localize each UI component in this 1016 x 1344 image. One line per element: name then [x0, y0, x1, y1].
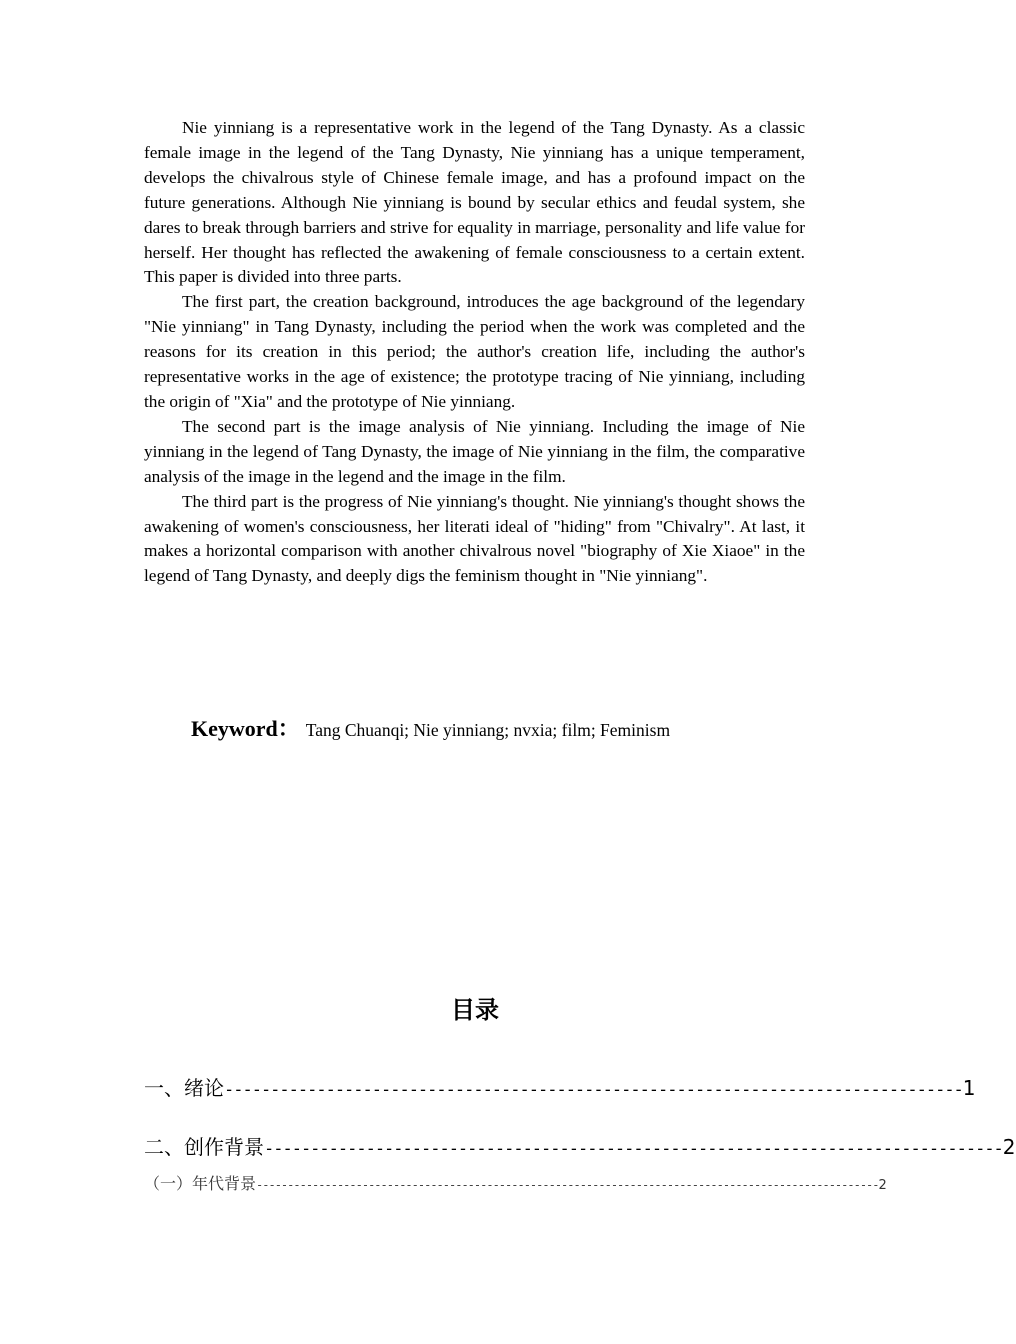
toc-entry-number: （一）	[144, 1174, 193, 1193]
toc-entry-page: 1	[962, 1076, 976, 1100]
abstract-body	[144, 116, 805, 589]
toc-entry[interactable]	[144, 1072, 976, 1101]
toc-subentry[interactable]	[144, 1171, 887, 1194]
toc-entry-label: 年代背景	[192, 1174, 257, 1193]
toc-dot-leader: --------------------------------------------------------------------------------	[264, 1139, 1003, 1159]
toc-title: 目录	[451, 996, 499, 1024]
toc-entry-label: 绪论	[184, 1076, 224, 1100]
keyword-line	[191, 712, 670, 743]
toc-dot-leader: --------------------------------------------------------------------------------	[224, 1080, 963, 1100]
abstract-paragraph-2: The first part, the creation background, introduces the age background of the legendary "Nie yinniang" in Tang Dynasty, including the period when the work was completed and the reasons for its creation in this period; the author's creation life, including the author's representative works in the age of existence; the prototype tracing of Nie yinniang, including the origin of "Xia" and the prototype of Nie yinniang.	[144, 292, 805, 411]
abstract-paragraph-1: Nie yinniang is a representative work in the legend of the Tang Dynasty. As a classic female image in the legend of the Tang Dynasty, Nie yinniang has a unique temperament, develops the chivalrous style of Chinese female image, and has a profound impact on the future generations. Although Nie yinniang is bound by secular ethics and feudal system, she dares to break through barriers and strive for equality in marriage, personality and life value for herself. Her thought has reflected the awakening of female consciousness to a certain extent. This paper is divided into three parts.	[144, 118, 805, 287]
toc-entry-number: 二、	[144, 1135, 184, 1159]
abstract-paragraph-4: The third part is the progress of Nie yinniang's thought. Nie yinniang's thought shows the awakening of women's consciousness, her literati ideal of "hiding" from "Chivalry". At last, it makes a horizontal comparison with another chivalrous novel "biography of Xie Xiaoe" in the legend of Tang Dynasty, and deeply digs the feminism thought in "Nie yinniang".	[144, 491, 805, 586]
toc-entry-page: 2	[1002, 1135, 1016, 1159]
toc-entry[interactable]	[144, 1131, 1016, 1160]
toc-entry-number: 一、	[144, 1076, 184, 1100]
abstract-paragraph-3: The second part is the image analysis of Nie yinniang. Including the image of Nie yinniang in the legend of Tang Dynasty, the image of Nie yinniang in the film, the comparative analysis of the image in the legend and the image in the film.	[144, 416, 805, 486]
toc-entry-page: 2	[878, 1178, 887, 1193]
toc-dot-leader: ----------------------------------------------------------------------------------------------------	[256, 1178, 879, 1192]
keyword-label: Keyword：	[191, 716, 300, 741]
toc-entry-label: 创作背景	[184, 1135, 264, 1159]
keyword-list: Tang Chuanqi; Nie yinniang; nvxia; film; Feminism	[305, 720, 671, 740]
